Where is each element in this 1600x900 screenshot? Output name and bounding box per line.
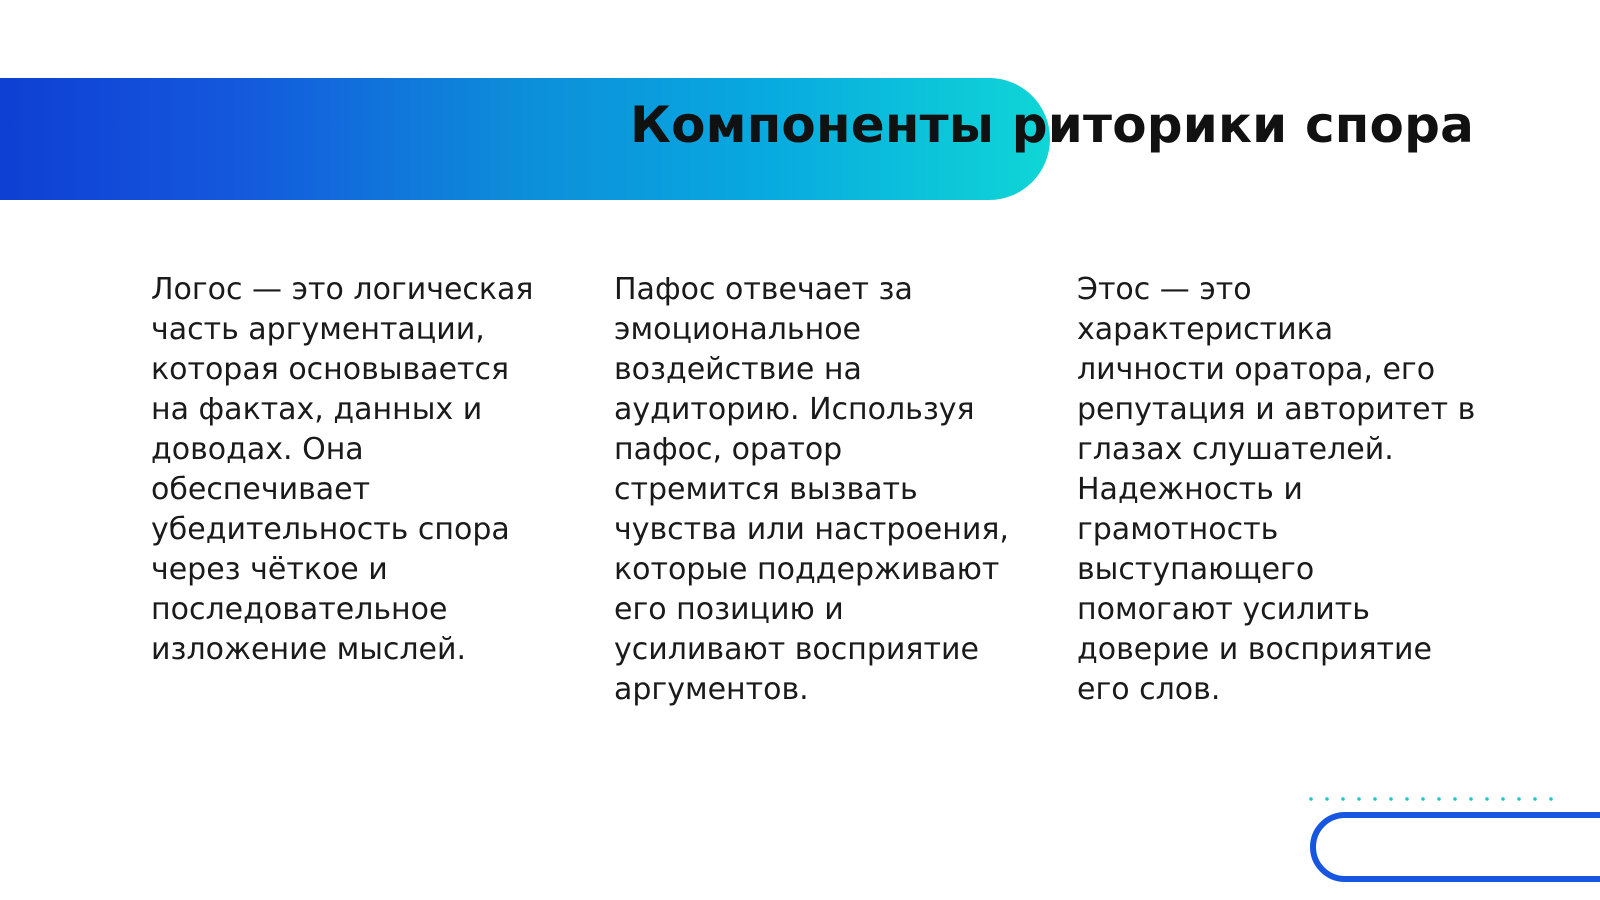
ethos-description: Этос — это характеристика личности оратора, его репутация и авторитет в глазах слушателей. Надежность и грамотность выступающего помогают усилить доверие и восприятие его слов. [1077, 272, 1476, 707]
decorative-dot-row [1303, 796, 1563, 802]
slide-title: Компоненты риторики спора [630, 96, 1475, 154]
decorative-pill-outline [1310, 812, 1600, 882]
logos-description: Логос — это логическая часть аргументации, которая основывается на фактах, данных и доводах. Она обеспечивает убедительность спора через чёткое и последовательное изложение мыслей. [151, 272, 534, 667]
pathos-description: Пафос отвечает за эмоциональное воздействие на аудиторию. Используя пафос, оратор стремится вызвать чувства или настроения, которые поддерживают его позицию и усиливают восприятие аргументов. [614, 272, 1009, 707]
